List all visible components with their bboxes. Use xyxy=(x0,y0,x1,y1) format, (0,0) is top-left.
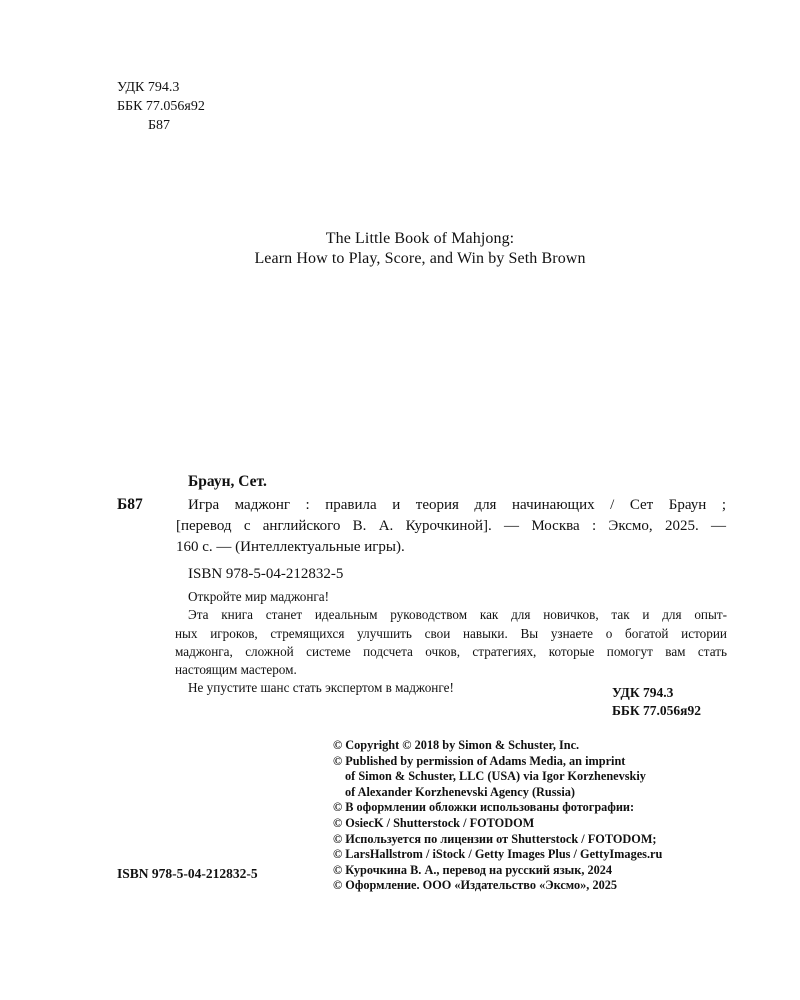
original-title-line-1: The Little Book of Mahjong: xyxy=(325,230,515,247)
copyright-line: © OsiecK / Shutterstock / FOTODOM xyxy=(333,815,535,830)
bibliographic-entry-line-2: [перевод с английского В. А. Курочкиной]. — Москва : Эксмо, 2025. — xyxy=(176,518,726,534)
original-title xyxy=(0,229,800,269)
annotation xyxy=(175,588,727,698)
classification-codes-top xyxy=(117,78,205,135)
bbk-code: ББК 77.056я92 xyxy=(117,99,205,114)
copyright-line: of Alexander Korzhenevski Agency (Russia) xyxy=(345,784,575,799)
copyright-line: of Simon & Schuster, LLC (USA) via Igor Korzhenevskiy xyxy=(345,769,646,784)
bibliographic-entry-line-3: 160 с. — (Интеллектуальные игры). xyxy=(176,539,405,555)
copyright-line: © Copyright © 2018 by Simon & Schuster, Inc. xyxy=(333,738,580,752)
copyright-block xyxy=(333,738,662,894)
catalog-author-mark: Б87 xyxy=(117,496,143,513)
bibliographic-entry-line-1: Игра маджонг : правила и теория для начинающих / Сет Браун ; xyxy=(188,497,726,513)
isbn-catalog: ISBN 978-5-04-212832-5 xyxy=(188,566,344,582)
annotation-line: Не упустите шанс стать экспертом в маджонге! xyxy=(188,680,454,696)
udk-code: УДК 794.3 xyxy=(117,80,180,95)
annotation-line: маджонга, сложной системе подсчета очков, стратегиях, которые помогут вам стать xyxy=(175,643,727,659)
udk-code-bottom: УДК 794.3 xyxy=(612,685,674,700)
bibliographic-entry xyxy=(176,495,728,558)
annotation-line: ных игроков, стремящихся улучшить свои навыки. Вы узнаете о богатой истории xyxy=(175,625,727,641)
author-mark-code: Б87 xyxy=(148,118,171,133)
copyright-line: © Используется по лицензии от Shutterstock / FOTODOM; xyxy=(333,831,657,846)
bbk-code-bottom: ББК 77.056я92 xyxy=(612,703,701,718)
copyright-line: © Оформление. ООО «Издательство «Эксмо», 2025 xyxy=(333,878,618,893)
isbn-bottom: ISBN 978-5-04-212832-5 xyxy=(117,866,258,881)
copyright-line: © LarsHallstrom / iStock / Getty Images Plus / GettyImages.ru xyxy=(333,847,663,862)
annotation-line: Эта книга станет идеальным руководством как для новичков, так и для опыт- xyxy=(188,607,727,623)
catalog-author: Браун, Сет. xyxy=(188,473,267,490)
annotation-line: Откройте мир маджонга! xyxy=(188,589,330,604)
copyright-line: © Published by permission of Adams Media, an imprint xyxy=(333,753,626,768)
copyright-line: © В оформлении обложки использованы фотографии: xyxy=(333,800,635,815)
annotation-line: настоящим мастером. xyxy=(175,662,297,678)
original-title-line-2: Learn How to Play, Score, and Win by Seth Brown xyxy=(254,250,586,267)
classification-codes-bottom xyxy=(612,684,701,720)
copyright-line: © Курочкина В. А., перевод на русский язык, 2024 xyxy=(333,862,613,877)
